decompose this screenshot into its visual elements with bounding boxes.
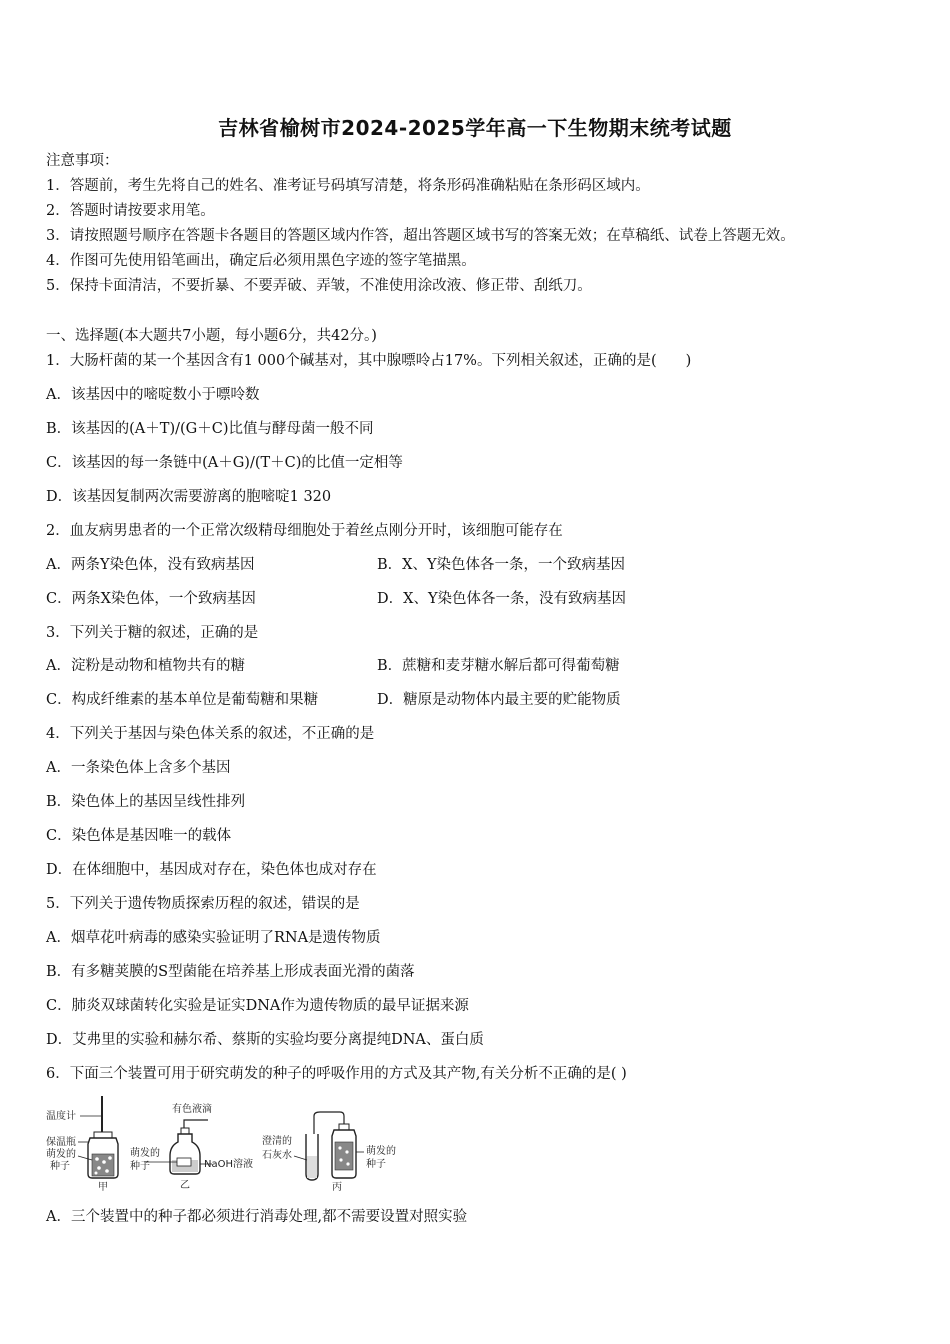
question-3-option-a: A．淀粉是动物和植物共有的糖 (46, 658, 245, 674)
label-sprout-3: 萌发的 (366, 1146, 396, 1157)
label-seed-1: 种子 (50, 1161, 70, 1172)
question-1-option-b: B．该基因的(A＋T)/(G＋C)比值与酵母菌一般不同 (46, 421, 374, 437)
respiration-apparatus-figure (44, 1094, 404, 1194)
question-5-option-c: C．肺炎双球菌转化实验是证实DNA作为遗传物质的最早证据来源 (46, 998, 469, 1014)
question-2-option-d: D．X、Y染色体各一条，没有致病基因 (377, 591, 627, 607)
question-1-stem: 1．大肠杆菌的某一个基因含有1 000个碱基对，其中腺嘌呤占17%。下列相关叙述，正确的是( ) (46, 353, 692, 369)
label-jia: 甲 (98, 1182, 108, 1193)
label-colored-drop: 有色液滴 (172, 1104, 212, 1115)
question-5-option-a: A．烟草花叶病毒的感染实验证明了RNA是遗传物质 (46, 930, 381, 946)
label-thermometer: 温度计 (46, 1111, 76, 1122)
notice-item-5: 5．保持卡面清洁，不要折暴、不要弄破、弄皱，不准使用涂改液、修正带、刮纸刀。 (46, 278, 592, 294)
question-2-option-c: C．两条X染色体，一个致病基因 (46, 591, 256, 607)
question-1-option-d: D．该基因复制两次需要游离的胞嘧啶1 320 (46, 489, 332, 505)
label-bing: 丙 (332, 1182, 342, 1193)
label-naoh: NaOH溶液 (204, 1159, 253, 1170)
question-3-option-b: B．蔗糖和麦芽糖水解后都可得葡萄糖 (377, 658, 620, 674)
label-lime-water-1: 澄清的 (262, 1136, 292, 1147)
apparatus-diagram (44, 1094, 404, 1194)
label-sprout-1: 萌发的 (46, 1149, 76, 1160)
question-6-option-a: A．三个装置中的种子都必须进行消毒处理,都不需要设置对照实验 (46, 1209, 468, 1225)
question-3-option-d: D．糖原是动物体内最主要的贮能物质 (377, 692, 621, 708)
label-yi: 乙 (180, 1180, 190, 1191)
label-sprout-2: 萌发的 (130, 1148, 160, 1159)
label-thermos: 保温瓶 (46, 1137, 76, 1148)
question-4-option-d: D．在体细胞中，基因成对存在，染色体也成对存在 (46, 862, 377, 878)
page-title: 吉林省榆树市2024-2025学年高一下生物期末统考试题 (218, 116, 732, 140)
question-3-stem: 3．下列关于糖的叙述，正确的是 (46, 625, 259, 641)
notice-item-4: 4．作图可先使用铅笔画出，确定后必须用黑色字迹的签字笔描黑。 (46, 253, 476, 269)
label-lime-water-2: 石灰水 (262, 1150, 292, 1161)
notice-item-3: 3．请按照题号顺序在答题卡各题目的答题区域内作答，超出答题区域书写的答案无效；在草稿纸、试卷上答题无效。 (46, 228, 795, 244)
question-2-stem: 2．血友病男患者的一个正常次级精母细胞处于着丝点刚分开时，该细胞可能存在 (46, 523, 563, 539)
question-5-stem: 5．下列关于遗传物质探索历程的叙述，错误的是 (46, 896, 360, 912)
question-2-option-b: B．X、Y染色体各一条，一个致病基因 (377, 557, 626, 573)
question-4-option-a: A．一条染色体上含多个基因 (46, 760, 231, 776)
question-1-option-a: A．该基因中的嘧啶数小于嘌呤数 (46, 387, 260, 403)
section-heading: 一、选择题(本大题共7小题，每小题6分，共42分。) (46, 328, 377, 344)
question-3-option-c: C．构成纤维素的基本单位是葡萄糖和果糖 (46, 692, 319, 708)
question-6-stem: 6．下面三个装置可用于研究萌发的种子的呼吸作用的方式及其产物,有关分析不正确的是( ) (46, 1066, 627, 1082)
notice-item-2: 2．答题时请按要求用笔。 (46, 203, 215, 219)
apparatus-bing (262, 1112, 396, 1193)
question-4-option-b: B．染色体上的基因呈线性排列 (46, 794, 246, 810)
notice-item-1: 1．答题前，考生先将自己的姓名、准考证号码填写清楚，将条形码准确粘贴在条形码区域内。 (46, 178, 650, 194)
question-4-option-c: C．染色体是基因唯一的载体 (46, 828, 232, 844)
apparatus-jia (46, 1096, 118, 1193)
question-4-stem: 4．下列关于基因与染色体关系的叙述，不正确的是 (46, 726, 375, 742)
question-2-option-a: A．两条Y染色体，没有致病基因 (46, 557, 255, 573)
label-seed-2: 种子 (130, 1161, 150, 1172)
label-seed-3: 种子 (366, 1159, 386, 1170)
question-1-option-c: C．该基因的每一条链中(A＋G)/(T＋C)的比值一定相等 (46, 455, 403, 471)
question-5-option-b: B．有多糖荚膜的S型菌能在培养基上形成表面光滑的菌落 (46, 964, 415, 980)
notice-heading: 注意事项： (46, 153, 119, 169)
question-5-option-d: D．艾弗里的实验和赫尔希、蔡斯的实验均要分离提纯DNA、蛋白质 (46, 1032, 484, 1048)
apparatus-yi (130, 1102, 253, 1191)
